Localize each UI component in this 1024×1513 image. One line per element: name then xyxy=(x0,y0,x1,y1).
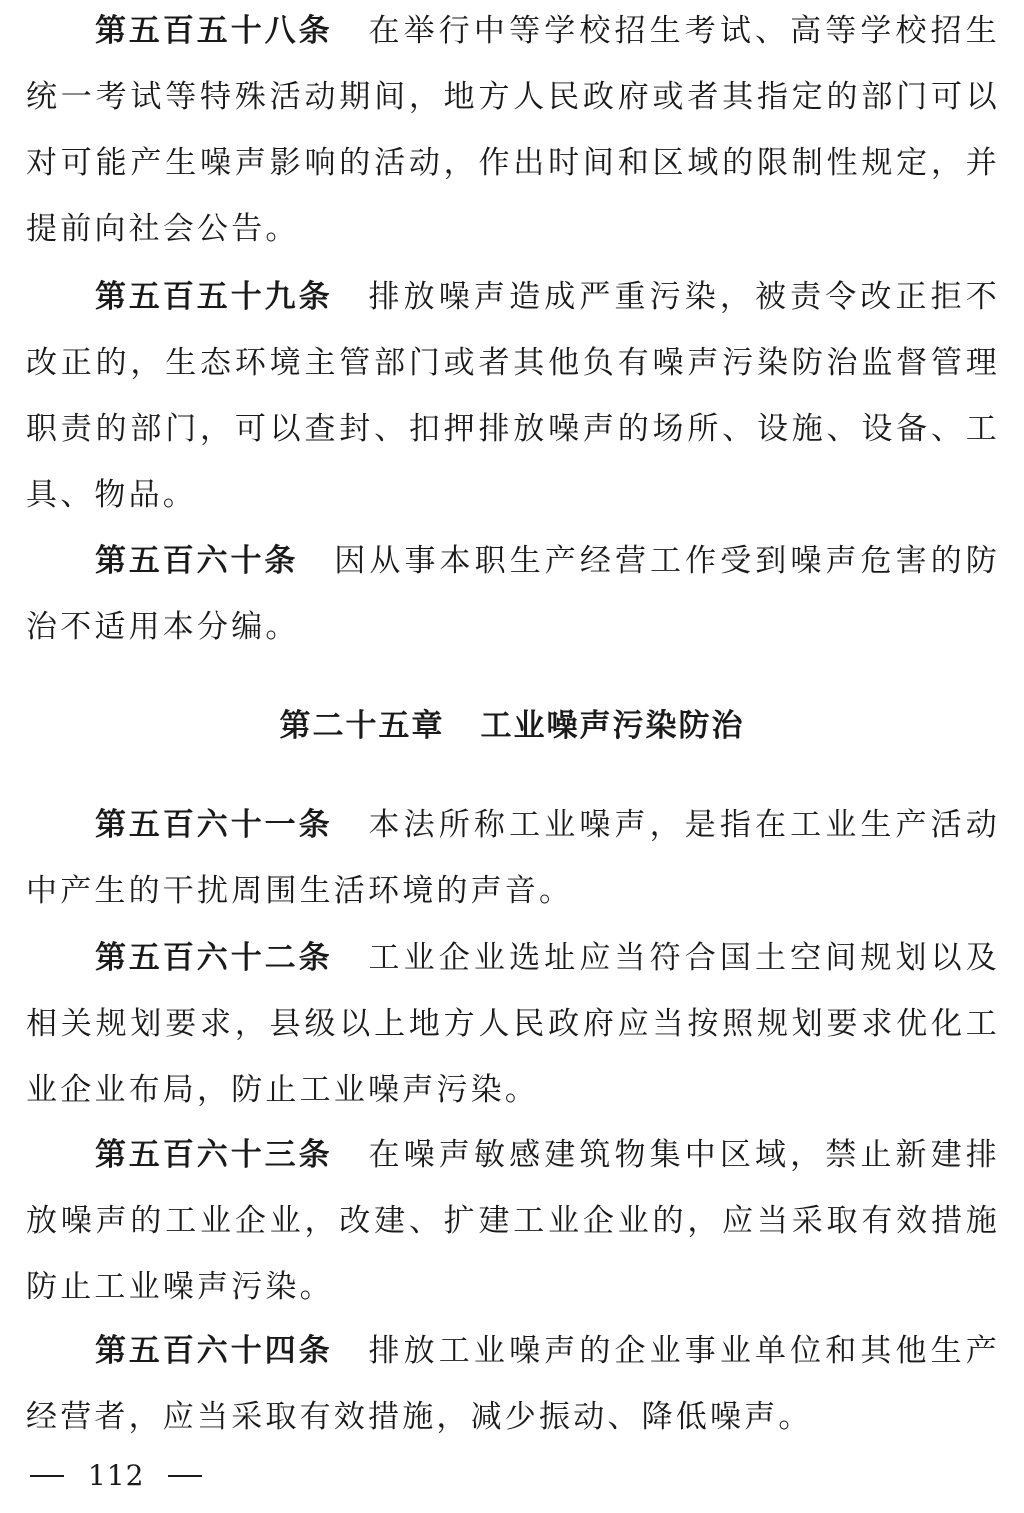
article-563 xyxy=(26,1122,1000,1320)
article-561 xyxy=(26,792,1000,924)
dash-right xyxy=(168,1475,202,1477)
article-number: 第五百六十一条 xyxy=(95,807,333,843)
page-number xyxy=(30,1454,202,1498)
article-number: 第五百五十九条 xyxy=(95,279,333,315)
article-text: 本法所称工业噪声，是指在工业生产活动中产生的干扰周围生活环境的声音。 xyxy=(26,807,1000,909)
article-559 xyxy=(26,264,1000,528)
chapter-heading xyxy=(0,700,1024,752)
chapter-title: 工业噪声污染防治 xyxy=(480,708,745,744)
article-562 xyxy=(26,925,1000,1123)
article-text: 在噪声敏感建筑物集中区域，禁止新建排放噪声的工业企业，改建、扩建工业企业的，应当采取有效措施防止工业噪声污染。 xyxy=(26,1137,1000,1305)
chapter-number: 第二十五章 xyxy=(279,708,445,744)
article-text: 排放噪声造成严重污染，被责令改正拒不改正的，生态环境主管部门或者其他负有噪声污染防治监督管理职责的部门，可以查封、扣押排放噪声的场所、设施、设备、工具、物品。 xyxy=(26,279,1000,513)
dash-left xyxy=(30,1475,64,1477)
article-number: 第五百六十三条 xyxy=(95,1137,333,1173)
page-number-text: 112 xyxy=(88,1459,145,1492)
article-560 xyxy=(26,528,1000,660)
article-text: 工业企业选址应当符合国土空间规划以及相关规划要求，县级以上地方人民政府应当按照规划要求优化工业企业布局，防止工业噪声污染。 xyxy=(26,940,1000,1108)
article-558 xyxy=(26,0,1000,262)
article-number: 第五百六十二条 xyxy=(95,940,333,976)
article-text: 因从事本职生产经营工作受到噪声危害的防治不适用本分编。 xyxy=(26,543,1000,645)
article-number: 第五百六十四条 xyxy=(95,1333,333,1369)
article-number: 第五百六十条 xyxy=(95,543,299,579)
article-text: 在举行中等学校招生考试、高等学校招生统一考试等特殊活动期间，地方人民政府或者其指定的部门可以对可能产生噪声影响的活动，作出时间和区域的限制性规定，并提前向社会公告。 xyxy=(26,13,1000,247)
article-564 xyxy=(26,1318,1000,1450)
article-text: 排放工业噪声的企业事业单位和其他生产经营者，应当采取有效措施，减少振动、降低噪声。 xyxy=(26,1333,1000,1435)
article-number: 第五百五十八条 xyxy=(95,13,333,49)
